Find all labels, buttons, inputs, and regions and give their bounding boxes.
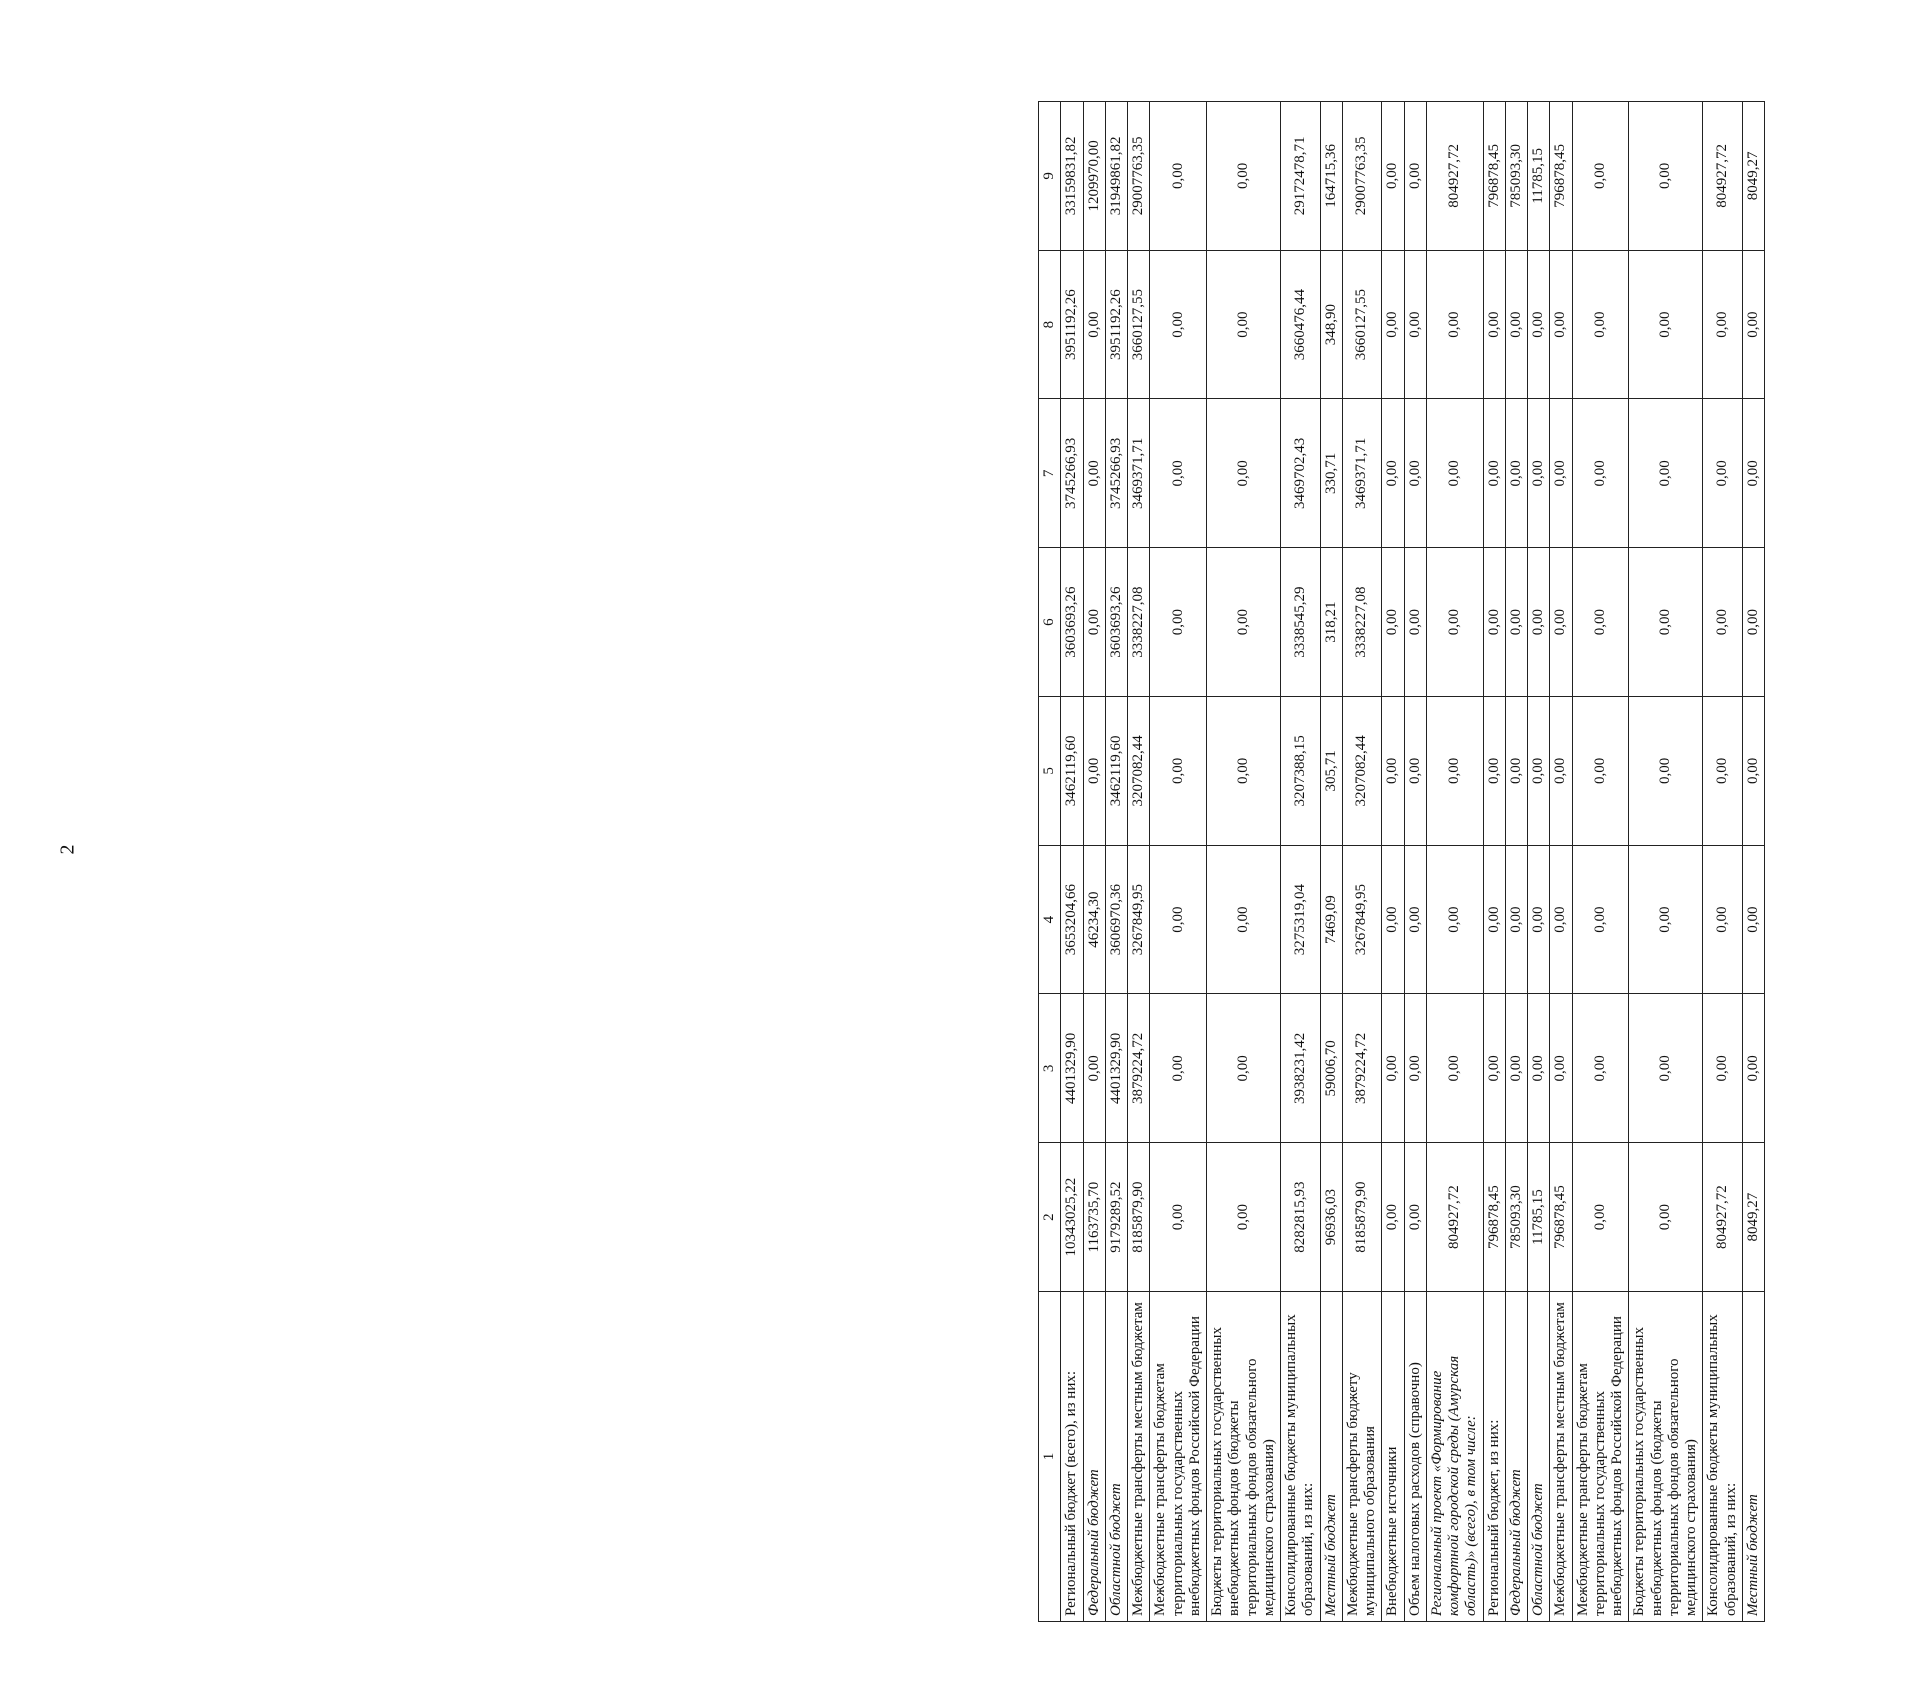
table-row	[1550, 102, 1572, 1622]
value-cell: 0,00	[1083, 548, 1105, 697]
table-row	[1281, 102, 1321, 1622]
row-label: Бюджеты территориальных государственных внебюджетных фондов (бюджеты территориальных фондов обязательного медицинского страхования)	[1629, 1292, 1703, 1622]
value-cell: 3603693,26	[1105, 548, 1127, 697]
row-label: Региональный бюджет (всего), из них:	[1061, 1292, 1083, 1622]
value-cell: 0,00	[1150, 399, 1207, 548]
value-cell: 3745266,93	[1105, 399, 1127, 548]
value-cell: 3879224,72	[1128, 994, 1150, 1143]
value-cell: 46234,30	[1083, 845, 1105, 994]
value-cell: 3653204,66	[1061, 845, 1083, 994]
column-header: 8	[1039, 250, 1061, 399]
table-row	[1061, 102, 1083, 1622]
value-cell: 0,00	[1528, 250, 1550, 399]
value-cell: 0,00	[1404, 697, 1426, 846]
value-cell: 8049,27	[1742, 102, 1764, 251]
value-cell: 3938231,42	[1281, 994, 1321, 1143]
value-cell: 0,00	[1150, 697, 1207, 846]
column-header: 7	[1039, 399, 1061, 548]
value-cell: 0,00	[1572, 102, 1629, 251]
value-cell: 0,00	[1550, 994, 1572, 1143]
table-row	[1320, 102, 1342, 1622]
value-cell: 0,00	[1572, 845, 1629, 994]
value-cell: 0,00	[1550, 697, 1572, 846]
value-cell: 0,00	[1382, 548, 1404, 697]
row-label: Региональный бюджет, из них:	[1483, 1292, 1505, 1622]
value-cell: 0,00	[1550, 399, 1572, 548]
value-cell: 0,00	[1550, 845, 1572, 994]
row-label: Консолидированные бюджеты муниципальных образований, из них:	[1703, 1292, 1743, 1622]
value-cell: 0,00	[1382, 697, 1404, 846]
value-cell: 3879224,72	[1342, 994, 1382, 1143]
value-cell: 0,00	[1550, 250, 1572, 399]
column-header: 6	[1039, 548, 1061, 697]
value-cell: 0,00	[1404, 102, 1426, 251]
value-cell: 29007763,35	[1342, 102, 1382, 251]
value-cell: 3267849,95	[1342, 845, 1382, 994]
value-cell: 0,00	[1629, 399, 1703, 548]
value-cell: 0,00	[1629, 102, 1703, 251]
value-cell: 0,00	[1505, 994, 1527, 1143]
value-cell: 0,00	[1703, 548, 1743, 697]
value-cell: 3660476,44	[1281, 250, 1321, 399]
value-cell: 0,00	[1207, 399, 1281, 548]
value-cell: 0,00	[1505, 548, 1527, 697]
value-cell: 0,00	[1404, 1143, 1426, 1292]
value-cell: 3462119,60	[1105, 697, 1127, 846]
value-cell: 0,00	[1426, 994, 1483, 1143]
value-cell: 0,00	[1207, 845, 1281, 994]
value-cell: 0,00	[1703, 994, 1743, 1143]
value-cell: 3745266,93	[1061, 399, 1083, 548]
table-row	[1404, 102, 1426, 1622]
value-cell: 29172478,71	[1281, 102, 1321, 251]
column-header: 3	[1039, 994, 1061, 1143]
value-cell: 0,00	[1629, 845, 1703, 994]
value-cell: 0,00	[1150, 102, 1207, 251]
table-row	[1342, 102, 1382, 1622]
row-label: Региональный проект «Формирование комфортной городской среды (Амурская область)» (всего), в том числе:	[1426, 1292, 1483, 1622]
value-cell: 0,00	[1150, 1143, 1207, 1292]
value-cell: 0,00	[1629, 697, 1703, 846]
value-cell: 0,00	[1572, 250, 1629, 399]
value-cell: 0,00	[1742, 399, 1764, 548]
value-cell: 0,00	[1207, 102, 1281, 251]
value-cell: 0,00	[1528, 845, 1550, 994]
value-cell: 0,00	[1483, 697, 1505, 846]
value-cell: 0,00	[1742, 994, 1764, 1143]
value-cell: 0,00	[1426, 250, 1483, 399]
value-cell: 3951192,26	[1105, 250, 1127, 399]
value-cell: 0,00	[1426, 697, 1483, 846]
row-label: Межбюджетные трансферты местным бюджетам	[1550, 1292, 1572, 1622]
table-row	[1128, 102, 1150, 1622]
row-label: Федеральный бюджет	[1083, 1292, 1105, 1622]
table-row	[1703, 102, 1743, 1622]
row-label: Местный бюджет	[1320, 1292, 1342, 1622]
value-cell: 0,00	[1572, 697, 1629, 846]
value-cell: 0,00	[1150, 845, 1207, 994]
value-cell: 3207082,44	[1128, 697, 1150, 846]
value-cell: 0,00	[1703, 845, 1743, 994]
row-label: Межбюджетные трансферты бюджетам территориальных государственных внебюджетных фондов Российской Федерации	[1572, 1292, 1629, 1622]
value-cell: 0,00	[1404, 845, 1426, 994]
value-cell: 0,00	[1207, 697, 1281, 846]
value-cell: 0,00	[1528, 697, 1550, 846]
table-row	[1742, 102, 1764, 1622]
value-cell: 0,00	[1426, 845, 1483, 994]
value-cell: 0,00	[1629, 250, 1703, 399]
value-cell: 0,00	[1483, 994, 1505, 1143]
table-row	[1207, 102, 1281, 1622]
value-cell: 3951192,26	[1061, 250, 1083, 399]
value-cell: 0,00	[1426, 548, 1483, 697]
value-cell: 3275319,04	[1281, 845, 1321, 994]
value-cell: 0,00	[1528, 994, 1550, 1143]
table-row	[1382, 102, 1404, 1622]
table-row	[1083, 102, 1105, 1622]
value-cell: 33159831,82	[1061, 102, 1083, 251]
value-cell: 0,00	[1483, 399, 1505, 548]
value-cell: 3338545,29	[1281, 548, 1321, 697]
value-cell: 0,00	[1483, 845, 1505, 994]
value-cell: 3469371,71	[1342, 399, 1382, 548]
row-label: Межбюджетные трансферты бюджетам территориальных государственных внебюджетных фондов Российской Федерации	[1150, 1292, 1207, 1622]
value-cell: 0,00	[1572, 399, 1629, 548]
table-row	[1528, 102, 1550, 1622]
value-cell: 0,00	[1483, 548, 1505, 697]
value-cell: 796878,45	[1483, 102, 1505, 251]
value-cell: 0,00	[1150, 994, 1207, 1143]
table-row	[1105, 102, 1127, 1622]
value-cell: 0,00	[1505, 845, 1527, 994]
value-cell: 0,00	[1703, 250, 1743, 399]
value-cell: 804927,72	[1703, 102, 1743, 251]
value-cell: 330,71	[1320, 399, 1342, 548]
value-cell: 8185879,90	[1342, 1143, 1382, 1292]
page-number: 2	[56, 844, 79, 855]
value-cell: 59006,70	[1320, 994, 1342, 1143]
row-label: Консолидированные бюджеты муниципальных образований, из них:	[1281, 1292, 1321, 1622]
value-cell: 0,00	[1742, 845, 1764, 994]
value-cell: 0,00	[1404, 399, 1426, 548]
budget-table	[1038, 101, 1765, 1622]
value-cell: 318,21	[1320, 548, 1342, 697]
value-cell: 0,00	[1742, 697, 1764, 846]
value-cell: 0,00	[1083, 994, 1105, 1143]
row-label: Местный бюджет	[1742, 1292, 1764, 1622]
value-cell: 804927,72	[1703, 1143, 1743, 1292]
value-cell: 0,00	[1629, 994, 1703, 1143]
value-cell: 0,00	[1150, 548, 1207, 697]
value-cell: 0,00	[1505, 697, 1527, 846]
value-cell: 0,00	[1550, 548, 1572, 697]
rotated-table-container	[1038, 102, 1908, 1622]
value-cell: 0,00	[1382, 1143, 1404, 1292]
value-cell: 0,00	[1404, 548, 1426, 697]
column-header: 4	[1039, 845, 1061, 994]
value-cell: 0,00	[1742, 250, 1764, 399]
value-cell: 796878,45	[1550, 102, 1572, 251]
value-cell: 3207082,44	[1342, 697, 1382, 846]
value-cell: 0,00	[1572, 1143, 1629, 1292]
value-cell: 0,00	[1572, 548, 1629, 697]
value-cell: 0,00	[1382, 102, 1404, 251]
value-cell: 3207388,15	[1281, 697, 1321, 846]
value-cell: 164715,36	[1320, 102, 1342, 251]
value-cell: 3660127,55	[1128, 250, 1150, 399]
row-label: Областной бюджет	[1528, 1292, 1550, 1622]
value-cell: 3462119,60	[1061, 697, 1083, 846]
value-cell: 785093,30	[1505, 1143, 1527, 1292]
column-header: 9	[1039, 102, 1061, 251]
value-cell: 305,71	[1320, 697, 1342, 846]
value-cell: 796878,45	[1550, 1143, 1572, 1292]
row-label: Внебюджетные источники	[1382, 1292, 1404, 1622]
value-cell: 796878,45	[1483, 1143, 1505, 1292]
value-cell: 0,00	[1207, 250, 1281, 399]
value-cell: 0,00	[1703, 399, 1743, 548]
value-cell: 3469371,71	[1128, 399, 1150, 548]
value-cell: 31949861,82	[1105, 102, 1127, 251]
value-cell: 348,90	[1320, 250, 1342, 399]
value-cell: 0,00	[1505, 250, 1527, 399]
value-cell: 0,00	[1742, 548, 1764, 697]
value-cell: 0,00	[1629, 1143, 1703, 1292]
value-cell: 0,00	[1629, 548, 1703, 697]
value-cell: 3338227,08	[1342, 548, 1382, 697]
table-row	[1572, 102, 1629, 1622]
value-cell: 0,00	[1382, 994, 1404, 1143]
value-cell: 29007763,35	[1128, 102, 1150, 251]
value-cell: 8185879,90	[1128, 1143, 1150, 1292]
value-cell: 0,00	[1528, 399, 1550, 548]
value-cell: 0,00	[1382, 250, 1404, 399]
table-row	[1426, 102, 1483, 1622]
value-cell: 3606970,36	[1105, 845, 1127, 994]
value-cell: 804927,72	[1426, 102, 1483, 251]
value-cell: 8282815,93	[1281, 1143, 1321, 1292]
table-header-row	[1039, 102, 1061, 1622]
value-cell: 8049,27	[1742, 1143, 1764, 1292]
table-row	[1505, 102, 1527, 1622]
value-cell: 0,00	[1528, 548, 1550, 697]
value-cell: 11785,15	[1528, 102, 1550, 251]
row-label: Объем налоговых расходов (справочно)	[1404, 1292, 1426, 1622]
value-cell: 3267849,95	[1128, 845, 1150, 994]
value-cell: 0,00	[1207, 994, 1281, 1143]
value-cell: 3338227,08	[1128, 548, 1150, 697]
value-cell: 1163735,70	[1083, 1143, 1105, 1292]
column-header: 2	[1039, 1143, 1061, 1292]
value-cell: 1209970,00	[1083, 102, 1105, 251]
value-cell: 0,00	[1572, 994, 1629, 1143]
row-label: Межбюджетные трансферты местным бюджетам	[1128, 1292, 1150, 1622]
value-cell: 0,00	[1083, 250, 1105, 399]
value-cell: 11785,15	[1528, 1143, 1550, 1292]
value-cell: 0,00	[1083, 399, 1105, 548]
value-cell: 804927,72	[1426, 1143, 1483, 1292]
value-cell: 0,00	[1382, 399, 1404, 548]
value-cell: 4401329,90	[1105, 994, 1127, 1143]
value-cell: 96936,03	[1320, 1143, 1342, 1292]
value-cell: 10343025,22	[1061, 1143, 1083, 1292]
value-cell: 785093,30	[1505, 102, 1527, 251]
value-cell: 0,00	[1426, 399, 1483, 548]
value-cell: 0,00	[1404, 250, 1426, 399]
value-cell: 0,00	[1483, 250, 1505, 399]
value-cell: 9179289,52	[1105, 1143, 1127, 1292]
row-label: Областной бюджет	[1105, 1292, 1127, 1622]
value-cell: 0,00	[1382, 845, 1404, 994]
value-cell: 0,00	[1703, 697, 1743, 846]
value-cell: 3660127,55	[1342, 250, 1382, 399]
value-cell: 3603693,26	[1061, 548, 1083, 697]
table-row	[1483, 102, 1505, 1622]
value-cell: 0,00	[1207, 1143, 1281, 1292]
value-cell: 4401329,90	[1061, 994, 1083, 1143]
table-row	[1150, 102, 1207, 1622]
value-cell: 0,00	[1150, 250, 1207, 399]
table-row	[1629, 102, 1703, 1622]
value-cell: 0,00	[1083, 697, 1105, 846]
value-cell: 0,00	[1207, 548, 1281, 697]
value-cell: 0,00	[1404, 994, 1426, 1143]
value-cell: 7469,09	[1320, 845, 1342, 994]
row-label: Бюджеты территориальных государственных внебюджетных фондов (бюджеты территориальных фондов обязательного медицинского страхования)	[1207, 1292, 1281, 1622]
column-header: 5	[1039, 697, 1061, 846]
row-label: Межбюджетные трансферты бюджету муниципального образования	[1342, 1292, 1382, 1622]
value-cell: 3469702,43	[1281, 399, 1321, 548]
value-cell: 0,00	[1505, 399, 1527, 548]
column-header: 1	[1039, 1292, 1061, 1622]
row-label: Федеральный бюджет	[1505, 1292, 1527, 1622]
